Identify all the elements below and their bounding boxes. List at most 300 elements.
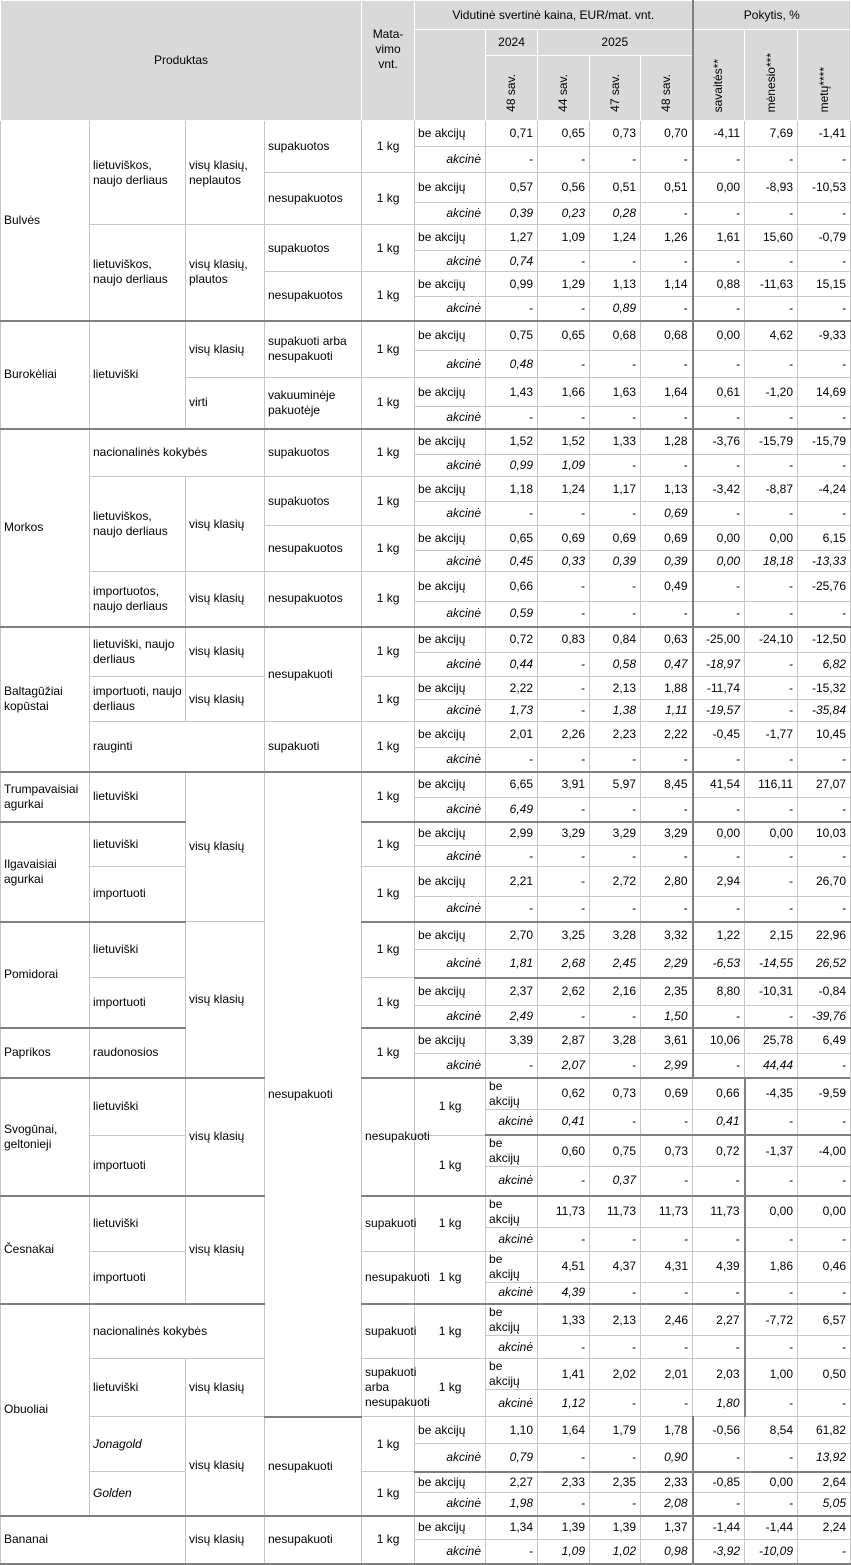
price-cell: 3,29 [590, 822, 641, 846]
product-cell: Burokėliai [1, 321, 90, 429]
price-cell: 0,75 [590, 1135, 641, 1167]
price-cell: - [641, 1282, 693, 1304]
change-cell: -3,42 [693, 477, 745, 502]
change-cell: - [798, 602, 851, 627]
change-cell: -10,09 [745, 1540, 798, 1564]
price-cell: 1,43 [486, 378, 538, 407]
price-cell: 0,66 [486, 572, 538, 602]
price-cell: - [641, 602, 693, 627]
unit-cell: 1 kg [362, 772, 415, 822]
label-akcine: akcinė [415, 297, 486, 321]
price-cell: 11,73 [693, 1196, 745, 1228]
change-cell: 2,94 [693, 867, 745, 897]
change-cell: - [693, 897, 745, 922]
change-cell: 2,24 [798, 1516, 851, 1540]
price-cell: 1,78 [641, 1417, 693, 1444]
price-cell: - [590, 251, 641, 272]
price-cell: 2,02 [590, 1359, 641, 1390]
label-akcine: akcinė [415, 1444, 486, 1472]
unit-cell: 1 kg [362, 1028, 415, 1078]
change-cell: - [798, 1054, 851, 1078]
price-cell: - [641, 1109, 693, 1135]
header-savaites: savaitės** [693, 30, 745, 121]
change-cell: 8,80 [693, 978, 745, 1006]
label-be-akciju: be akcijų [486, 1135, 538, 1167]
price-cell: 0,71 [486, 121, 538, 147]
change-cell: -11,74 [693, 677, 745, 700]
price-cell: - [590, 798, 641, 822]
change-cell: -1,37 [745, 1135, 798, 1167]
label-be-akciju: be akcijų [415, 429, 486, 455]
price-cell: 0,79 [486, 1444, 538, 1472]
unit-cell: 1 kg [362, 677, 415, 722]
label-be-akciju: be akcijų [415, 722, 486, 748]
price-cell: - [693, 1336, 745, 1359]
price-cell: 0,99 [486, 272, 538, 297]
change-cell: - [693, 407, 745, 429]
product-cell: visų klasių [186, 477, 265, 572]
price-cell: - [538, 502, 590, 526]
price-cell: 0,98 [641, 1540, 693, 1564]
change-cell: -0,45 [693, 722, 745, 748]
change-cell: 26,52 [798, 950, 851, 978]
price-cell: 3,29 [538, 822, 590, 846]
table-body [1, 1, 851, 1564]
price-cell: - [590, 846, 641, 867]
price-cell: 1,64 [538, 1417, 590, 1444]
change-cell: - [745, 1444, 798, 1472]
change-cell: -4,11 [693, 121, 745, 147]
change-cell: -3,92 [693, 1540, 745, 1564]
label-akcine: akcinė [415, 798, 486, 822]
label-be-akciju: be akcijų [486, 1304, 538, 1336]
label-be-akciju: be akcijų [415, 867, 486, 897]
product-cell: Golden [90, 1472, 186, 1516]
price-cell: - [486, 748, 538, 772]
price-cell: 0,72 [486, 627, 538, 653]
change-cell: -15,32 [798, 677, 851, 700]
change-cell: - [745, 147, 798, 173]
change-cell: 26,70 [798, 867, 851, 897]
price-cell: 5,97 [590, 772, 641, 798]
change-cell: - [745, 203, 798, 225]
change-cell: - [798, 203, 851, 225]
change-cell: -15,79 [745, 429, 798, 455]
change-cell: 61,82 [798, 1417, 851, 1444]
product-cell: supakuoti arba nesupakuoti [265, 321, 362, 378]
change-cell: 1,00 [745, 1359, 798, 1390]
price-cell: - [538, 798, 590, 822]
product-cell: Trumpavaisiai agurkai [1, 772, 90, 822]
change-cell: 15,60 [745, 225, 798, 251]
price-cell: 1,13 [641, 477, 693, 502]
change-cell: -9,59 [798, 1078, 851, 1110]
product-cell: importuoti [90, 1251, 186, 1304]
price-cell: 0,69 [641, 502, 693, 526]
label-akcine: akcinė [486, 1336, 538, 1359]
table-row [1, 429, 851, 455]
unit-cell: 1 kg [362, 321, 415, 378]
price-cell: 1,24 [538, 477, 590, 502]
price-cell: 0,41 [538, 1109, 590, 1135]
price-cell: 1,24 [590, 225, 641, 251]
product-cell: lietuviškos, naujo derliaus [90, 225, 186, 321]
price-cell: - [590, 455, 641, 477]
change-cell: - [745, 1390, 798, 1417]
change-cell: 5,05 [798, 1493, 851, 1516]
change-cell: - [798, 846, 851, 867]
price-cell: 0,57 [486, 173, 538, 203]
unit-cell: 1 kg [415, 1078, 486, 1136]
change-cell: - [745, 297, 798, 321]
price-cell: - [590, 572, 641, 602]
change-cell: - [745, 572, 798, 602]
price-cell: - [641, 1390, 693, 1417]
label-be-akciju: be akcijų [415, 378, 486, 407]
product-cell: visų klasių [186, 922, 265, 1078]
label-akcine: akcinė [415, 846, 486, 867]
product-cell: importuoti, naujo derliaus [90, 677, 186, 722]
price-cell: - [641, 798, 693, 822]
price-cell: 1,80 [693, 1390, 745, 1417]
price-cell: 1,27 [486, 225, 538, 251]
change-cell: - [745, 1493, 798, 1516]
change-cell: - [693, 1006, 745, 1028]
product-cell: visų klasių [186, 1196, 265, 1305]
price-cell: 0,37 [590, 1167, 641, 1196]
product-cell: visų klasių [186, 1359, 265, 1417]
price-cell: 3,39 [486, 1028, 538, 1054]
price-cell: 1,73 [486, 700, 538, 722]
price-cell: 0,62 [538, 1078, 590, 1110]
label-akcine: akcinė [415, 748, 486, 772]
price-cell: 0,73 [590, 1078, 641, 1110]
unit-cell: 1 kg [415, 1135, 486, 1196]
product-cell: Pomidorai [1, 922, 90, 1028]
price-cell: - [641, 147, 693, 173]
price-cell: - [641, 455, 693, 477]
change-cell: - [798, 147, 851, 173]
change-cell: 7,69 [745, 121, 798, 147]
price-cell: 1,88 [641, 677, 693, 700]
price-cell: 3,91 [538, 772, 590, 798]
change-cell: -1,44 [745, 1516, 798, 1540]
price-cell: 0,89 [590, 297, 641, 321]
price-cell: 2,80 [641, 867, 693, 897]
product-cell: Jonagold [90, 1417, 186, 1472]
price-cell: 2,26 [538, 722, 590, 748]
table-row [1, 978, 851, 1006]
price-cell: 1,33 [590, 429, 641, 455]
price-cell: - [641, 1227, 693, 1251]
price-cell: - [590, 1227, 641, 1251]
change-cell: - [745, 251, 798, 272]
change-cell: -1,77 [745, 722, 798, 748]
price-cell: 2,33 [538, 1472, 590, 1493]
price-cell: 0,56 [538, 173, 590, 203]
product-cell: lietuviški [90, 1359, 186, 1417]
price-cell: 0,39 [641, 551, 693, 572]
change-cell: - [745, 455, 798, 477]
price-cell: - [590, 602, 641, 627]
product-cell: lietuviški, naujo derliaus [90, 627, 186, 677]
label-be-akciju: be akcijų [415, 225, 486, 251]
price-cell: 2,37 [486, 978, 538, 1006]
table-row [1, 677, 851, 700]
price-cell: - [486, 407, 538, 429]
price-cell: 1,50 [641, 1006, 693, 1028]
label-akcine: akcinė [415, 1054, 486, 1078]
product-cell: Svogūnai, geltonieji [1, 1078, 90, 1196]
change-cell: - [745, 1006, 798, 1028]
change-cell: - [693, 1493, 745, 1516]
price-cell: 0,28 [590, 203, 641, 225]
product-cell: Česnakai [1, 1196, 90, 1305]
change-cell: 0,00 [745, 822, 798, 846]
product-cell: Bulvės [1, 121, 90, 321]
price-cell: 1,33 [538, 1304, 590, 1336]
price-cell: - [590, 1109, 641, 1135]
change-cell: - [693, 1444, 745, 1472]
product-cell: supakuotos [265, 225, 362, 272]
price-cell: 0,44 [486, 653, 538, 677]
price-cell: - [538, 297, 590, 321]
price-cell: 0,74 [486, 251, 538, 272]
product-cell: nesupakuoti [362, 1251, 415, 1304]
change-cell: - [745, 798, 798, 822]
header-matavimo: Mata-vimo vnt. [362, 1, 415, 121]
change-cell: - [693, 251, 745, 272]
price-cell: 0,65 [486, 526, 538, 551]
price-cell: 0,99 [486, 455, 538, 477]
label-akcine: akcinė [415, 455, 486, 477]
product-cell: lietuviški [90, 822, 186, 867]
price-cell: 1,41 [538, 1359, 590, 1390]
unit-cell: 1 kg [362, 922, 415, 978]
product-cell: visų klasių [186, 1417, 265, 1516]
price-cell: 0,33 [538, 551, 590, 572]
label-akcine: akcinė [415, 407, 486, 429]
change-cell: 8,54 [745, 1417, 798, 1444]
product-cell: Ilgavaisiai agurkai [1, 822, 90, 922]
price-cell: 0,69 [641, 526, 693, 551]
product-cell: lietuviškos, naujo derliaus [90, 121, 186, 225]
price-cell: 0,63 [641, 627, 693, 653]
price-cell: 4,51 [538, 1251, 590, 1282]
label-akcine: akcinė [415, 551, 486, 572]
change-cell: - [693, 203, 745, 225]
product-cell: supakuoti [265, 722, 362, 772]
change-cell: - [798, 897, 851, 922]
header-week-2025-44: 44 sav. [538, 56, 590, 121]
product-cell: supakuotos [265, 121, 362, 173]
price-cell: - [641, 407, 693, 429]
price-cell: 0,23 [538, 203, 590, 225]
change-cell: 2,64 [798, 1472, 851, 1493]
change-cell: - [745, 502, 798, 526]
label-akcine: akcinė [415, 602, 486, 627]
price-cell: - [486, 1054, 538, 1078]
product-cell: lietuviški [90, 1196, 186, 1252]
price-cell: 2,33 [641, 1472, 693, 1493]
change-cell: 6,49 [798, 1028, 851, 1054]
change-cell: - [798, 1540, 851, 1564]
change-cell: - [745, 1109, 798, 1135]
change-cell: - [693, 572, 745, 602]
price-cell: 0,66 [693, 1078, 745, 1110]
price-cell: 0,65 [538, 121, 590, 147]
price-cell: - [538, 1006, 590, 1028]
change-cell: 0,00 [798, 1196, 851, 1228]
price-cell: - [590, 147, 641, 173]
change-cell: -14,55 [745, 950, 798, 978]
price-cell: - [538, 1444, 590, 1472]
price-cell: - [590, 1006, 641, 1028]
change-cell: 15,15 [798, 272, 851, 297]
price-cell: - [590, 351, 641, 378]
label-be-akciju: be akcijų [415, 1028, 486, 1054]
product-cell: lietuviški [90, 922, 186, 978]
price-cell: 6,49 [486, 798, 538, 822]
price-cell: 1,34 [486, 1516, 538, 1540]
price-cell: 1,13 [590, 272, 641, 297]
change-cell: - [693, 1054, 745, 1078]
change-cell: 10,45 [798, 722, 851, 748]
header-kaina: Vidutinė svertinė kaina, EUR/mat. vnt. [415, 1, 693, 30]
product-cell: raudonosios [90, 1028, 186, 1078]
price-cell: 1,02 [590, 1540, 641, 1564]
table-row [1, 1028, 851, 1054]
price-cell: 0,70 [641, 121, 693, 147]
change-cell: - [798, 1282, 851, 1304]
price-cell: 2,68 [538, 950, 590, 978]
price-cell: 2,13 [590, 1304, 641, 1336]
header-week-2024-48: 48 sav. [486, 56, 538, 121]
unit-cell: 1 kg [362, 867, 415, 922]
label-be-akciju: be akcijų [415, 772, 486, 798]
change-cell: -0,84 [798, 978, 851, 1006]
price-cell: 0,83 [538, 627, 590, 653]
change-cell: - [745, 351, 798, 378]
change-cell: 14,69 [798, 378, 851, 407]
price-cell: 2,03 [693, 1359, 745, 1390]
price-cell: 0,59 [486, 602, 538, 627]
unit-cell: 1 kg [362, 1417, 415, 1472]
product-cell: nesupakuoti [265, 1516, 362, 1564]
product-cell: lietuviški [90, 1078, 186, 1136]
price-cell: 0,45 [486, 551, 538, 572]
change-cell: -19,57 [693, 700, 745, 722]
label-akcine: akcinė [415, 1493, 486, 1516]
price-cell: 2,99 [486, 822, 538, 846]
price-cell: 1,09 [538, 455, 590, 477]
price-cell: 2,01 [486, 722, 538, 748]
product-cell: lietuviški [90, 321, 186, 429]
change-cell: 27,07 [798, 772, 851, 798]
product-cell: lietuviškos, naujo derliaus [90, 477, 186, 572]
price-cell: 1,09 [538, 1540, 590, 1564]
product-cell: importuoti [90, 1135, 186, 1196]
price-cell: 0,75 [486, 321, 538, 351]
label-be-akciju: be akcijų [415, 978, 486, 1006]
change-cell: 18,18 [745, 551, 798, 572]
label-be-akciju: be akcijų [415, 272, 486, 297]
price-cell: 2,08 [641, 1493, 693, 1516]
unit-cell: 1 kg [362, 627, 415, 677]
header-pokytis: Pokytis, % [693, 1, 851, 30]
table-row [1, 572, 851, 602]
change-cell: 116,11 [745, 772, 798, 798]
label-akcine: akcinė [415, 1006, 486, 1028]
price-cell: - [693, 1282, 745, 1304]
label-be-akciju: be akcijų [415, 1472, 486, 1493]
change-cell: - [745, 846, 798, 867]
change-cell: - [693, 602, 745, 627]
price-cell: 0,68 [590, 321, 641, 351]
change-cell: 0,00 [745, 1196, 798, 1228]
price-cell: 0,47 [641, 653, 693, 677]
price-cell: 1,37 [641, 1516, 693, 1540]
change-cell: -4,00 [798, 1135, 851, 1167]
change-cell: - [798, 748, 851, 772]
product-cell: supakuoti [362, 1304, 415, 1359]
change-cell: - [798, 502, 851, 526]
price-cell: 0,39 [590, 551, 641, 572]
unit-cell: 1 kg [362, 822, 415, 867]
price-cell: - [538, 407, 590, 429]
price-cell: 2,45 [590, 950, 641, 978]
table-row [1, 1196, 851, 1228]
price-cell: - [590, 1390, 641, 1417]
label-be-akciju: be akcijų [415, 173, 486, 203]
label-be-akciju: be akcijų [415, 1516, 486, 1540]
price-cell: - [538, 1336, 590, 1359]
product-cell: Bananai [1, 1516, 186, 1564]
product-cell: nesupakuoti [265, 627, 362, 722]
change-cell: - [798, 455, 851, 477]
label-be-akciju: be akcijų [415, 1417, 486, 1444]
price-cell: 1,12 [538, 1390, 590, 1417]
header-produktas: Produktas [1, 1, 362, 121]
price-cell: 1,63 [590, 378, 641, 407]
label-be-akciju: be akcijų [486, 1078, 538, 1110]
change-cell: - [693, 798, 745, 822]
price-cell: - [641, 297, 693, 321]
price-cell: 2,99 [641, 1054, 693, 1078]
change-cell: 0,00 [693, 321, 745, 351]
change-cell: -7,72 [745, 1304, 798, 1336]
unit-cell: 1 kg [362, 378, 415, 429]
price-cell: 1,39 [590, 1516, 641, 1540]
price-cell: - [538, 602, 590, 627]
change-cell: - [745, 1167, 798, 1196]
change-cell: - [745, 677, 798, 700]
price-cell: - [538, 251, 590, 272]
header-week-2025-47: 47 sav. [590, 56, 641, 121]
price-cell: - [538, 867, 590, 897]
price-cell: - [538, 897, 590, 922]
table-row [1, 867, 851, 897]
price-cell: 1,11 [641, 700, 693, 722]
change-cell: 6,15 [798, 526, 851, 551]
price-cell: 3,28 [590, 1028, 641, 1054]
price-cell: 1,14 [641, 272, 693, 297]
header-menesio: mėnesio*** [745, 30, 798, 121]
price-cell: 1,38 [590, 700, 641, 722]
change-cell: -6,53 [693, 950, 745, 978]
price-cell: 2,70 [486, 922, 538, 950]
label-akcine: akcinė [486, 1227, 538, 1251]
